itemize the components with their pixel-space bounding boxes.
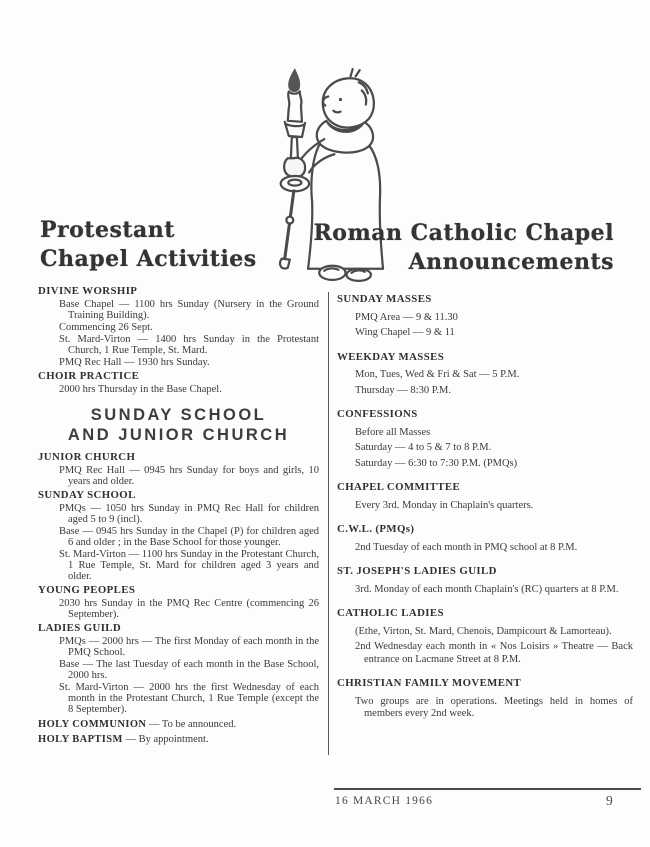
section-item: Saturday — 6:30 to 7:30 P.M. (PMQs)	[355, 457, 518, 469]
catholic-column	[337, 293, 633, 732]
section-item: Mon, Tues, Wed & Fri & Sat — 5 P.M.	[355, 369, 520, 380]
section-heading: YOUNG PEOPLES	[38, 584, 136, 596]
subtitle-line2: AND JUNIOR CHURCH	[67, 426, 290, 444]
section-heading: SUNDAY SCHOOL	[38, 489, 136, 501]
section-item: 2nd Wednesday each month in « Nos Loisirs » Theatre — Back entrance on Lacmane Street at 8 P.M.	[355, 641, 633, 665]
protestant-title-line2: Chapel Activities	[40, 246, 257, 272]
section-item: PMQs — 2000 hrs — The first Monday of each month in the PMQ School.	[59, 636, 319, 658]
section-heading: CATHOLIC LADIES	[337, 607, 444, 619]
section-item: Base — 0945 hrs Sunday in the Chapel (P) for children aged 6 and older ; in the Base School for those younger.	[59, 526, 319, 548]
section-heading: CHOIR PRACTICE	[38, 370, 140, 382]
section-item: Base Chapel — 1100 hrs Sunday (Nursery in the Ground Training Building).	[59, 299, 319, 321]
section-item: Base — The last Tuesday of each month in the Base School, 2000 hrs.	[59, 659, 319, 681]
section-sunday-masses	[337, 293, 633, 340]
catholic-title	[313, 219, 614, 277]
section-heading: C.W.L. (PMQs)	[337, 523, 415, 535]
section-junior-church	[38, 452, 319, 487]
section-item: Before all Masses	[355, 426, 431, 438]
protestant-title	[40, 216, 257, 274]
section-chapel-committee	[337, 481, 633, 512]
holy-baptism-note	[38, 734, 319, 745]
section-young-peoples	[38, 585, 319, 620]
candlestick	[285, 122, 305, 137]
protestant-column	[38, 283, 319, 748]
section-item: PMQs — 1050 hrs Sunday in PMQ Rec Hall for children aged 5 to 9 (incl).	[59, 503, 319, 525]
section-catholic-ladies	[337, 607, 633, 666]
section-heading: JUNIOR CHURCH	[38, 451, 136, 463]
section-item: PMQ Area — 9 & 11.30	[355, 311, 458, 323]
section-choir-practice	[38, 371, 319, 395]
section-divine-worship	[38, 286, 319, 368]
section-item: Wing Chapel — 9 & 11	[355, 327, 455, 338]
section-heading: DIVINE WORSHIP	[38, 285, 138, 297]
section-item: Saturday — 4 to 5 & 7 to 8 P.M.	[355, 442, 492, 453]
page-number: 9	[606, 793, 613, 808]
section-heading: CHRISTIAN FAMILY MOVEMENT	[337, 677, 522, 689]
protestant-title-line1: Protestant	[40, 217, 175, 243]
section-sunday-school	[38, 490, 319, 582]
catholic-title-line2: Announcements	[408, 249, 614, 275]
section-item: Commencing 26 Sept.	[59, 322, 153, 333]
holy-communion-note	[38, 719, 319, 730]
candle-flame	[288, 68, 300, 92]
section-heading: HOLY BAPTISM	[38, 734, 123, 745]
section-item: 2000 hrs Thursday in the Base Chapel.	[59, 384, 222, 395]
catholic-title-line1: Roman Catholic Chapel	[313, 220, 614, 246]
section-item: Two groups are in operations. Meetings held in homes of members every 2nd week.	[355, 695, 633, 719]
footer-rule	[334, 788, 641, 790]
section-item: 3rd. Monday of each month Chaplain's (RC) quarters at 8 P.M.	[355, 583, 619, 595]
section-heading: HOLY COMMUNION	[38, 719, 147, 730]
section-item: Thursday — 8:30 P.M.	[355, 384, 451, 396]
section-christian-family-movement	[337, 677, 633, 721]
staff-base	[280, 259, 290, 269]
sunday-school-subtitle	[38, 405, 319, 445]
section-heading: WEEKDAY MASSES	[337, 350, 445, 363]
section-heading: LADIES GUILD	[38, 622, 122, 634]
section-item: Every 3rd. Monday in Chaplain's quarters.	[355, 499, 534, 511]
subtitle-line1: SUNDAY SCHOOL	[90, 406, 267, 424]
section-weekday-masses	[337, 351, 633, 398]
footer-date: 16 MARCH 1966	[335, 795, 434, 807]
section-heading: CONFESSIONS	[337, 408, 418, 420]
section-confessions	[337, 408, 633, 470]
section-item: St. Mard-Virton — 1100 hrs Sunday in the Protestant Church, 1 Rue Temple, St. Mard for children aged 3 years and older.	[59, 549, 319, 582]
section-heading: SUNDAY MASSES	[337, 293, 432, 305]
column-divider	[328, 292, 329, 755]
note-text: — By appointment.	[122, 734, 209, 745]
note-text: — To be announced.	[146, 719, 237, 730]
section-item: PMQ Rec Hall — 0945 hrs Sunday for boys and girls, 10 years and older.	[59, 465, 319, 487]
hand	[284, 158, 305, 177]
section-heading: ST. JOSEPH'S LADIES GUILD	[337, 565, 497, 577]
section-item: PMQ Rec Hall — 1930 hrs Sunday.	[59, 357, 210, 368]
section-heading: CHAPEL COMMITTEE	[337, 481, 461, 493]
section-cwl	[337, 523, 633, 554]
section-item: 2030 hrs Sunday in the PMQ Rec Centre (commencing 26 September).	[59, 598, 319, 620]
candle	[288, 91, 302, 121]
section-item: 2nd Tuesday of each month in PMQ school at 8 P.M.	[355, 541, 578, 553]
section-item: St. Mard-Virton — 2000 hrs the first Wednesday of each month in the Protestant Church, 1 Rue Temple (except the 8 September).	[59, 682, 319, 715]
section-item: (Ethe, Virton, St. Mard, Chenois, Dampicourt & Lamorteau).	[355, 625, 612, 637]
section-item: St. Mard-Virton — 1400 hrs Sunday in the Protestant Church, 1 Rue Temple, St. Mard.	[59, 334, 319, 356]
section-st-josephs-ladies-guild	[337, 565, 633, 596]
section-ladies-guild	[38, 623, 319, 715]
